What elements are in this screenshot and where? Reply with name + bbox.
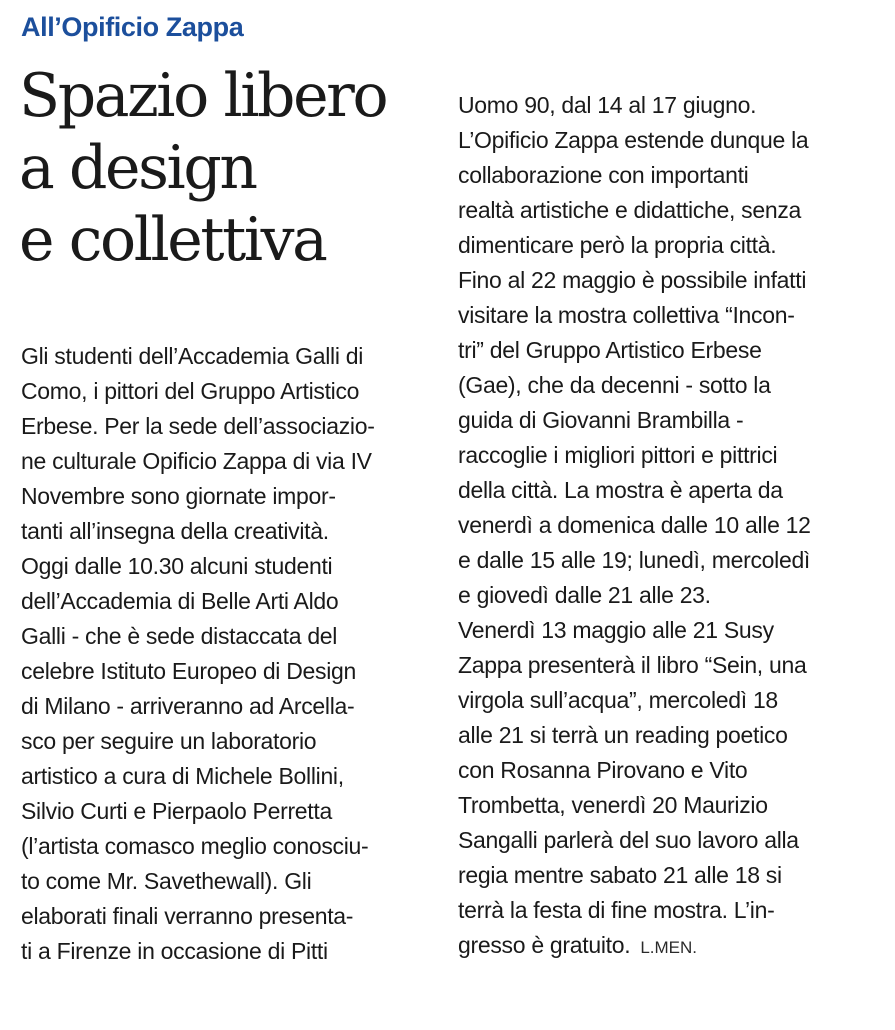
text-line: alle 21 si terrà un reading poetico bbox=[458, 722, 788, 748]
text-line: realtà artistiche e didattiche, senza bbox=[458, 197, 802, 223]
text-line: terrà la festa di fine mostra. L’in- bbox=[458, 897, 775, 923]
text-line: Oggi dalle 10.30 alcuni studenti bbox=[21, 553, 333, 579]
text-line: sco per seguire un laboratorio bbox=[21, 728, 317, 754]
text-line: Fino al 22 maggio è possibile infatti bbox=[458, 267, 807, 293]
text-line: virgola sull’acqua”, mercoledì 18 bbox=[458, 687, 778, 713]
text-line: collaborazione con importanti bbox=[458, 162, 749, 188]
text-line: venerdì a domenica dalle 10 alle 12 bbox=[458, 512, 811, 538]
text-line: Zappa presenterà il libro “Sein, una bbox=[458, 652, 807, 678]
text-line: Erbese. Per la sede dell’associazio- bbox=[21, 413, 375, 439]
text-line: raccoglie i migliori pittori e pittrici bbox=[458, 442, 778, 468]
text-line: guida di Giovanni Brambilla - bbox=[458, 407, 744, 433]
article-headline bbox=[19, 60, 439, 276]
text-line: Novembre sono giornate impor- bbox=[21, 483, 336, 509]
text-line: artistico a cura di Michele Bollini, bbox=[21, 763, 344, 789]
body-column-left bbox=[21, 339, 431, 969]
text-line: regia mentre sabato 21 alle 18 si bbox=[458, 862, 782, 888]
text-line: e giovedì dalle 21 alle 23. bbox=[458, 582, 711, 608]
text-line: visitare la mostra collettiva “Incon- bbox=[458, 302, 795, 328]
text-line: Venerdì 13 maggio alle 21 Susy bbox=[458, 617, 774, 643]
text-line: tri” del Gruppo Artistico Erbese bbox=[458, 337, 762, 363]
text-line: elaborati finali verranno presenta- bbox=[21, 903, 354, 929]
headline-line: a design bbox=[19, 133, 256, 203]
text-line: dell’Accademia di Belle Arti Aldo bbox=[21, 588, 339, 614]
text-line-content: gresso è gratuito. bbox=[458, 932, 631, 958]
text-line: ti a Firenze in occasione di Pitti bbox=[21, 938, 328, 964]
text-line: (Gae), che da decenni - sotto la bbox=[458, 372, 771, 398]
text-line: Uomo 90, dal 14 al 17 giugno. bbox=[458, 92, 757, 118]
headline-line: Spazio libero bbox=[19, 61, 387, 131]
text-line: L’Opificio Zappa estende dunque la bbox=[458, 127, 809, 153]
text-line: celebre Istituto Europeo di Design bbox=[21, 658, 357, 684]
text-line: Sangalli parlerà del suo lavoro alla bbox=[458, 827, 799, 853]
section-kicker: All’Opificio Zappa bbox=[21, 12, 244, 42]
text-line: ne culturale Opificio Zappa di via IV bbox=[21, 448, 372, 474]
text-line: (l’artista comasco meglio conosciu- bbox=[21, 833, 369, 859]
text-line: della città. La mostra è aperta da bbox=[458, 477, 783, 503]
text-line: dimenticare però la propria città. bbox=[458, 232, 777, 258]
text-line: Silvio Curti e Pierpaolo Perretta bbox=[21, 798, 332, 824]
text-line: con Rosanna Pirovano e Vito bbox=[458, 757, 748, 783]
text-line: tanti all’insegna della creatività. bbox=[21, 518, 329, 544]
text-line: Galli - che è sede distaccata del bbox=[21, 623, 338, 649]
author-byline: L.MEN. bbox=[640, 938, 697, 957]
text-line: Trombetta, venerdì 20 Maurizio bbox=[458, 792, 768, 818]
text-line: Como, i pittori del Gruppo Artistico bbox=[21, 378, 360, 404]
text-line: Gli studenti dell’Accademia Galli di bbox=[21, 343, 364, 369]
body-column-right bbox=[458, 88, 878, 965]
text-line: to come Mr. Savethewall). Gli bbox=[21, 868, 312, 894]
text-line: e dalle 15 alle 19; lunedì, mercoledì bbox=[458, 547, 811, 573]
last-text-line bbox=[458, 928, 878, 965]
headline-line: e collettiva bbox=[19, 205, 326, 275]
text-line: di Milano - arriveranno ad Arcella- bbox=[21, 693, 355, 719]
